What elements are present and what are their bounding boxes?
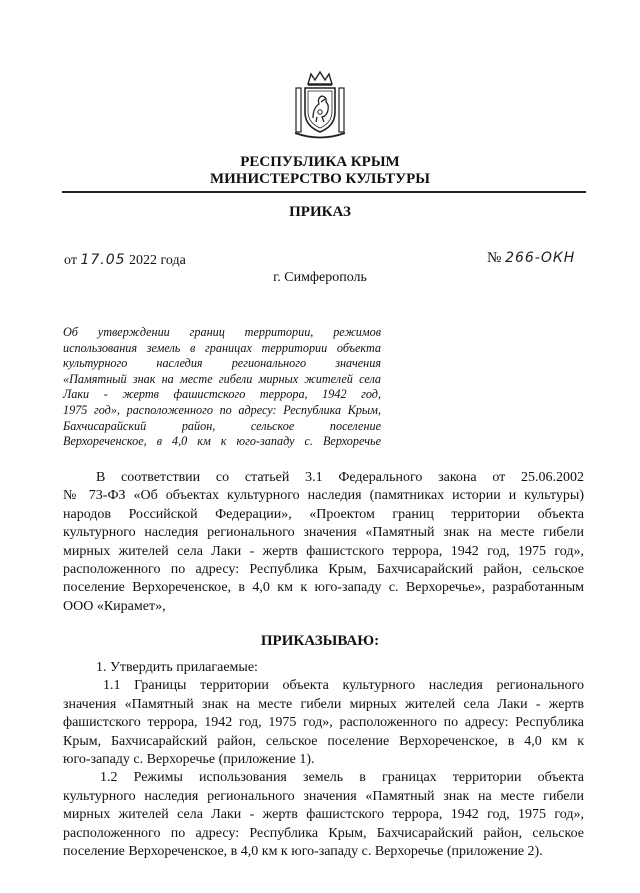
order-items: [63, 659, 584, 861]
item-1-2-line: поселение Верхореченское, в 4,0 км к юго-западу с. Верхоречье (приложение 2).: [63, 844, 543, 860]
number-handwritten: 266-ОКН: [505, 250, 576, 266]
subject-line: использования земель в границах территории объекта: [63, 340, 381, 355]
intro-line: поселение Верхореченское, в 4,0 км к юго-западу с. Верхоречье», разработанным: [63, 580, 584, 596]
org-line-republic: РЕСПУБЛИКА КРЫМ: [240, 154, 400, 170]
item-1-1-line: значения «Памятный знак на месте гибели мирных жителей села Лаки - жертв: [63, 696, 584, 712]
document-date: [64, 252, 186, 269]
document-city: г. Симферополь: [273, 270, 367, 285]
intro-line: № 73-ФЗ «Об объектах культурного наследия (памятниках истории и культуры): [63, 488, 584, 504]
subject-line: 1975 год», расположенного по адресу: Республика Крым,: [63, 402, 381, 417]
org-line-ministry: МИНИСТЕРСТВО КУЛЬТУРЫ: [209, 171, 431, 187]
item-1-1-line: Крым, Бахчисарайский район, сельское поселение Верхореченское, в 4,0 км к: [63, 733, 584, 749]
subject-line: Лаки - жертв фашистского террора, 1942 год,: [63, 387, 381, 402]
intro-line: расположенного по адресу: Республика Крым, Бахчисарайский район, сельское: [63, 562, 584, 578]
item-1-2-line: культурного наследия регионального значения «Памятный знак на месте гибели: [63, 788, 584, 804]
date-suffix: 2022 года: [129, 253, 186, 268]
document-subject: [63, 325, 381, 450]
subject-line: Об утверждении границ территории, режимов: [63, 325, 381, 339]
document-number: [487, 250, 575, 267]
item-1-1-line: 1.1 Границы территории объекта культурного наследия регионального: [103, 678, 584, 694]
coat-of-arms-icon: [291, 70, 349, 140]
date-prefix: от: [64, 253, 77, 268]
item-1-1-line: фашистского террора, 1942 год, 1975 год», расположенного по адресу: Республика: [63, 715, 584, 731]
item-1-2-line: 1.2 Режимы использования земель в границах территории объекта: [100, 770, 584, 786]
item-1-2-line: мирных жителей села Лаки - жертв фашистского террора, 1942 год, 1975 год»,: [63, 807, 584, 823]
header-divider: [62, 191, 586, 193]
date-handwritten: 17.05: [80, 252, 126, 268]
intro-line: мирных жителей села Лаки - жертв фашистского террора, 1942 год, 1975 год»,: [63, 543, 584, 559]
subject-line: «Памятный знак на месте гибели мирных жителей села: [63, 371, 381, 386]
intro-paragraph: [63, 469, 584, 616]
intro-line: культурного наследия регионального значения «Памятный знак на месте гибели: [63, 525, 584, 541]
subject-line: Бахчисарайский район, сельское поселение: [63, 418, 381, 433]
intro-line: ООО «Кирамет»,: [63, 598, 166, 614]
subject-line: Верхореченское, в 4,0 км к юго-западу с. Верхоречье: [63, 434, 381, 449]
item-1: 1. Утвердить прилагаемые:: [96, 660, 258, 675]
subject-line: культурного наследия регионального значения: [63, 356, 381, 371]
order-word: ПРИКАЗЫВАЮ:: [260, 633, 380, 649]
intro-line: В соответствии со статьей 3.1 Федерального закона от 25.06.2002: [96, 470, 584, 485]
intro-line: народов Российской Федерации», «Проектом границ территории объекта: [63, 506, 584, 522]
document-type-title: ПРИКАЗ: [289, 204, 351, 220]
item-1-2-line: расположенного по адресу: Республика Крым, Бахчисарайский район, сельское: [63, 825, 584, 841]
item-1-1-line: юго-западу с. Верхоречье (приложение 1).: [63, 752, 315, 768]
number-prefix: №: [487, 250, 502, 266]
